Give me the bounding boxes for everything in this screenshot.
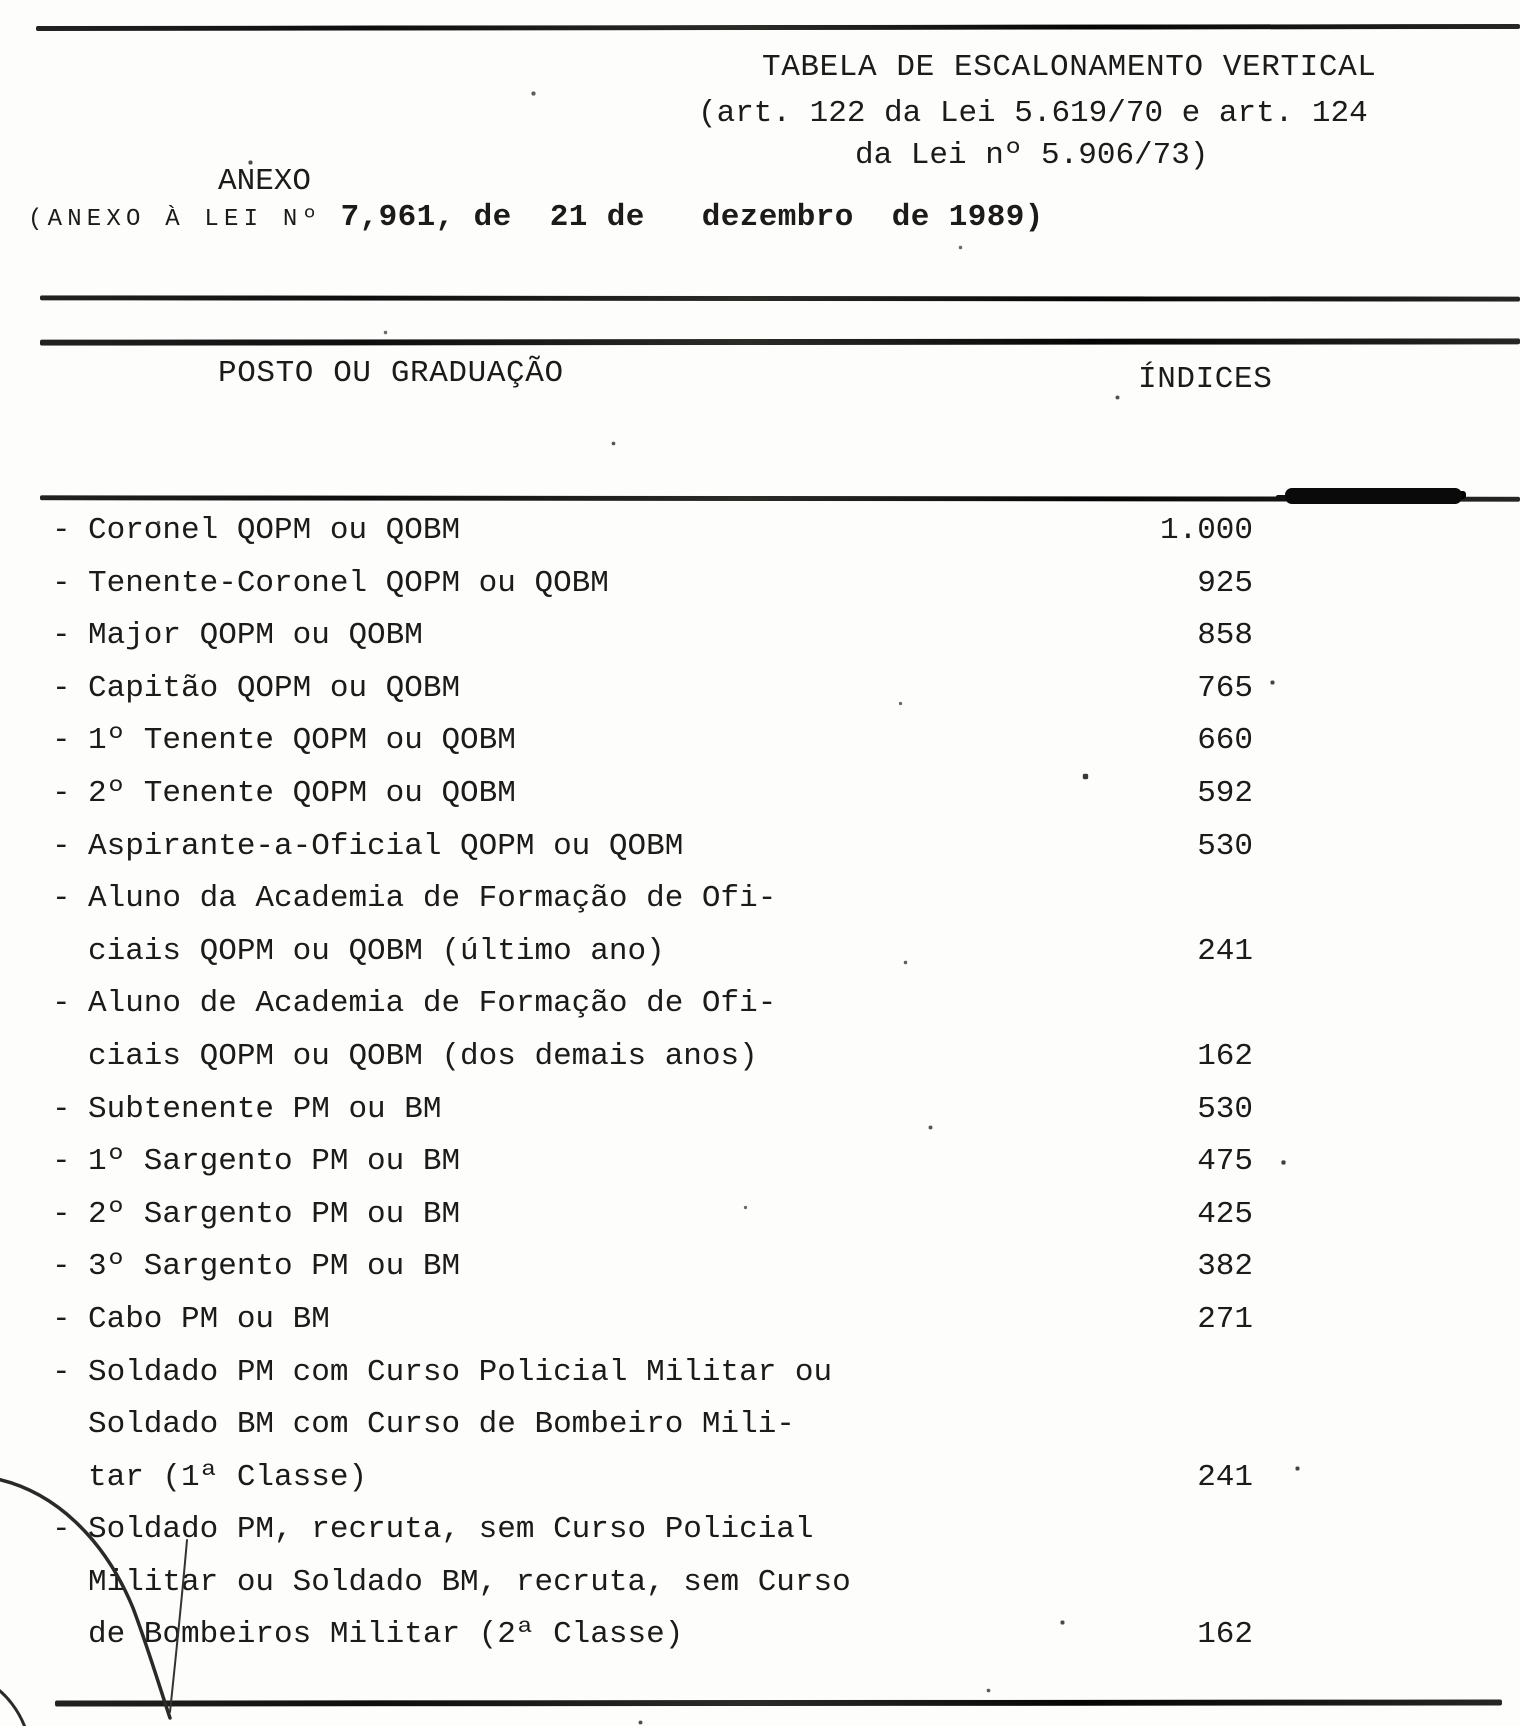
row-index-value: 530 bbox=[1197, 828, 1253, 864]
table-row-line bbox=[0, 1084, 1520, 1137]
table-row-line bbox=[0, 926, 1520, 979]
row-dash-marker: - bbox=[52, 1196, 71, 1232]
document-subtitle-line2: da Lei nº 5.906/73) bbox=[855, 138, 1209, 173]
row-dash-marker: - bbox=[52, 670, 71, 706]
table-row-line bbox=[0, 505, 1520, 558]
row-dash-marker: - bbox=[52, 986, 71, 1022]
row-label: Soldado PM, recruta, sem Curso Policial bbox=[88, 1512, 814, 1548]
row-label: 2º Tenente QOPM ou QOBM bbox=[88, 775, 516, 811]
table-row-line bbox=[0, 558, 1520, 611]
row-dash-marker: - bbox=[52, 618, 71, 654]
row-dash-marker: - bbox=[52, 1144, 71, 1180]
table-row-line bbox=[0, 768, 1520, 821]
row-index-value: 162 bbox=[1197, 1617, 1253, 1653]
row-label: Capitão QOPM ou QOBM bbox=[88, 670, 461, 706]
row-index-value: 241 bbox=[1197, 933, 1253, 969]
annex-label: ANEXO bbox=[218, 164, 312, 199]
row-label: Soldado BM com Curso de Bombeiro Mili- bbox=[88, 1407, 795, 1443]
table-row-line bbox=[0, 610, 1520, 663]
table-row-line bbox=[0, 663, 1520, 716]
row-index-value: 271 bbox=[1197, 1301, 1253, 1337]
table-row-line bbox=[0, 1189, 1520, 1242]
table-row-line bbox=[0, 1452, 1520, 1505]
row-label: 1º Sargento PM ou BM bbox=[88, 1144, 461, 1180]
row-index-value: 1.000 bbox=[1159, 513, 1253, 548]
row-dash-marker: - bbox=[52, 723, 71, 759]
bottom-rule bbox=[55, 1699, 1502, 1706]
table-row-line bbox=[0, 1399, 1520, 1452]
row-index-value: 162 bbox=[1197, 1038, 1253, 1074]
row-label: Tenente-Coronel QOPM ou QOBM bbox=[88, 565, 609, 601]
row-index-value: 241 bbox=[1197, 1459, 1253, 1495]
row-dash-marker: - bbox=[52, 1512, 71, 1548]
annex-reference-line bbox=[28, 200, 1044, 235]
top-rule bbox=[36, 24, 1520, 31]
row-dash-marker: - bbox=[52, 828, 71, 864]
document-title: TABELA DE ESCALONAMENTO VERTICAL bbox=[762, 50, 1377, 85]
row-dash-marker: - bbox=[52, 1091, 71, 1127]
row-label: Aluno da Academia de Formação de Ofi- bbox=[88, 881, 777, 917]
table-row-line bbox=[0, 715, 1520, 768]
row-dash-marker: - bbox=[52, 1354, 71, 1390]
column-header-indices: ÍNDICES bbox=[1138, 362, 1273, 397]
row-label: 2º Sargento PM ou BM bbox=[88, 1196, 461, 1232]
row-index-value: 475 bbox=[1197, 1144, 1253, 1180]
row-label: ciais QOPM ou QOBM (último ano) bbox=[88, 933, 665, 969]
row-dash-marker: - bbox=[52, 1249, 71, 1285]
pen-corner-arc bbox=[0, 1685, 26, 1726]
row-index-value: 425 bbox=[1197, 1196, 1253, 1232]
row-label: Militar ou Soldado BM, recruta, sem Curso bbox=[88, 1564, 851, 1600]
row-label: 3º Sargento PM ou BM bbox=[88, 1249, 461, 1285]
row-label: de Bombeiros Militar (2ª Classe) bbox=[88, 1617, 684, 1653]
annex-reference-law-number: 7,961, de 21 de dezembro de 1989) bbox=[340, 200, 1044, 235]
table-row-line bbox=[0, 873, 1520, 926]
table-row-line bbox=[0, 1504, 1520, 1557]
document-subtitle-line1: (art. 122 da Lei 5.619/70 e art. 124 bbox=[698, 96, 1368, 131]
row-label: ciais QOPM ou QOBM (dos demais anos) bbox=[88, 1038, 758, 1074]
row-dash-marker: - bbox=[52, 881, 71, 917]
row-label: Aluno de Academia de Formação de Ofi- bbox=[88, 986, 777, 1022]
row-dash-marker: - bbox=[52, 775, 71, 811]
table-row-line bbox=[0, 1609, 1520, 1662]
table-row-line bbox=[0, 821, 1520, 874]
row-index-value: 660 bbox=[1197, 723, 1253, 759]
row-index-value: 858 bbox=[1197, 618, 1253, 654]
ink-smudge bbox=[1285, 488, 1462, 504]
row-index-value: 925 bbox=[1197, 565, 1253, 601]
row-dash-marker: - bbox=[52, 565, 71, 601]
row-dash-marker: - bbox=[52, 513, 71, 548]
row-label: Aspirante-a-Oficial QOPM ou QOBM bbox=[88, 828, 684, 864]
annex-reference-prefix: (ANEXO À LEI Nº bbox=[28, 206, 323, 233]
table-row-line bbox=[0, 1241, 1520, 1294]
scan-noise-speckles bbox=[0, 0, 1, 1]
table-row-line bbox=[0, 1294, 1520, 1347]
table-row-line bbox=[0, 1557, 1520, 1610]
table-row-line bbox=[0, 978, 1520, 1031]
row-label: Soldado PM com Curso Policial Militar ou bbox=[88, 1354, 833, 1390]
row-label: 1º Tenente QOPM ou QOBM bbox=[88, 723, 516, 759]
table-rows bbox=[0, 505, 1520, 1662]
column-header-posto: POSTO OU GRADUAÇÃO bbox=[218, 356, 564, 391]
row-index-value: 592 bbox=[1197, 775, 1253, 811]
row-label: tar (1ª Classe) bbox=[88, 1459, 368, 1495]
table-row-line bbox=[0, 1031, 1520, 1084]
row-index-value: 765 bbox=[1197, 670, 1253, 706]
table-row-line bbox=[0, 1347, 1520, 1400]
row-index-value: 382 bbox=[1197, 1249, 1253, 1285]
separator-rule-upper bbox=[40, 295, 1520, 301]
separator-rule-lower bbox=[40, 338, 1520, 345]
row-index-value: 530 bbox=[1197, 1091, 1253, 1127]
row-dash-marker: - bbox=[52, 1301, 71, 1337]
table-row-line bbox=[0, 1136, 1520, 1189]
row-label: Subtenente PM ou BM bbox=[88, 1091, 442, 1127]
row-label: Cabo PM ou BM bbox=[88, 1301, 330, 1337]
row-label: Major QOPM ou QOBM bbox=[88, 618, 423, 654]
row-label: Coronel QOPM ou QOBM bbox=[88, 513, 461, 548]
